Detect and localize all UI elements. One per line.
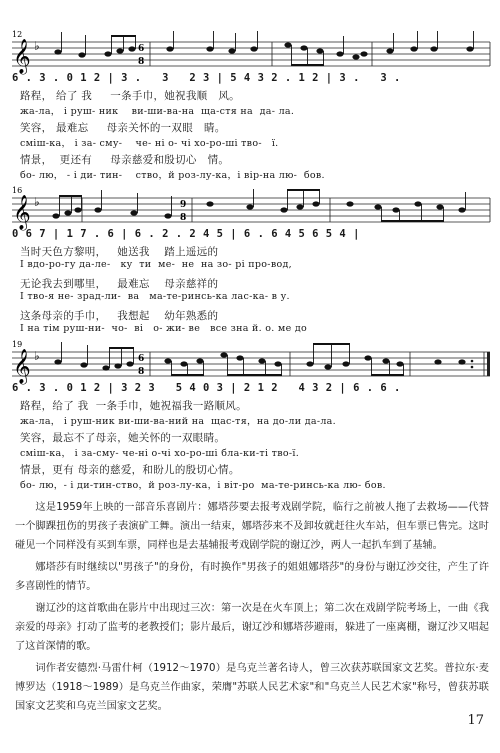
lyric-uk-3: бо- лю， - і ди- тин- ство，й роз-лу-ка，і вір-на лю- бов. <box>20 170 325 181</box>
flat-icon: ♭ <box>34 349 40 363</box>
lyric-cn-1: 当时天色方黎明， 她送我 踏上遥远的 <box>20 246 219 258</box>
lyric-cn-2: 笑容， 最难忘 母亲关怀的一双眼 睛。 <box>20 122 226 134</box>
time-sig-bottom: 8 <box>138 57 145 67</box>
lyric-cn-2: 无论我去到哪里， 最难忘 母亲慈祥的 <box>20 278 219 290</box>
lyric-cn-3: 情景，更有 母亲的慈爱，和盼儿的殷切心情。 <box>20 464 240 476</box>
lyric-uk-2: І тво-я не- зрад-ли- ва ма-те-ринсь-ка лас-ка- в у. <box>20 291 290 302</box>
music-system-2 <box>0 184 500 334</box>
lyric-cn-2: 笑容，最忘不了母亲，她关怀的一双眼睛。 <box>20 432 226 444</box>
numbered-notation: 6 . 3 . 0 1 2 | 3 2 3 5 4 0 3 | 2 1 2 4 3 2 | 6 . 6 . <box>12 382 401 394</box>
lyric-cn-1: 路程， 给了 我 一条手巾，她祝我顺 风。 <box>20 90 240 102</box>
measure-number: 19 <box>12 340 23 349</box>
lyric-uk-1: жа-ла， і руш- ник ви-ши-ва-на ща-стя на да- ла. <box>20 106 295 117</box>
lyric-uk-1: І вдо-ро-гу да-ле- ку ти ме- не на зо- рі про-вод, <box>20 259 292 270</box>
numbered-notation: 6 . 3 . 0 1 2 | 3 . 3 2 3 | 5 4 3 2 . 1 2 | 3 . 3 . <box>12 72 401 84</box>
music-system-1 <box>0 28 500 183</box>
paragraph-3: 谢辽沙的这首歌曲在影片中出现过三次：第一次是在火车顶上；第二次在戏剧学院考场上，一曲《我亲爱的母亲》打动了监考的老教授们；影片最后，谢辽沙和娜塔莎避雨，躲进了一座离棚，谢辽沙又唱起了这首深情的歌。 <box>15 603 489 652</box>
lyric-uk-1: жа-ла， і руш-ник ви-ши-ва-ний на щас-тя，на до-ли да-ла. <box>20 416 336 427</box>
numbered-notation: 0 6 7 | 1 7 . 6 | 6 . 2 . 2 4 5 | 6 . 6 4 5 6 5 4 | <box>12 228 360 240</box>
time-sig-bottom: 8 <box>138 367 145 377</box>
lyric-uk-3: бо- лю，- і ди-тин-ство，й роз-лу-ка，і віт-ро ма-те-ринсь-ка лю- бов. <box>20 480 386 491</box>
paragraph-2: 娜塔莎有时继续以"男孩子"的身份，有时换作"男孩子的姐姐娜塔莎"的身份与谢辽沙交往，产生了许多喜剧性的情节。 <box>15 562 489 592</box>
music-system-3 <box>0 338 500 490</box>
treble-clef-icon: 𝄞 <box>13 349 31 384</box>
paragraph-4: 词作者安德烈·马雷什柯（1912～1970）是乌克兰著名诗人，曾三次获苏联国家文艺奖。普拉东·麦博罗达（1918～1989）是乌克兰作曲家，荣膺"苏联人民艺术家"和"乌克兰人民艺术家"称号，曾获苏联国家文艺奖和乌克兰国家文艺奖。 <box>15 663 489 712</box>
lyric-cn-3: 这条母亲的手巾， 我想起 幼年熟悉的 <box>20 310 219 322</box>
flat-icon: ♭ <box>34 195 40 209</box>
page-number: 17 <box>467 713 484 728</box>
article-text <box>15 498 489 716</box>
time-sig-top: 6 <box>138 44 145 54</box>
treble-clef-icon: 𝄞 <box>13 195 31 230</box>
time-sig-bottom: 8 <box>180 213 187 223</box>
paragraph-1: 这是1959年上映的一部音乐喜剧片：娜塔莎要去报考戏剧学院，临行之前被人拖了去救场——代替一个脚踝扭伤的男孩子表演矿工舞。演出一结束，娜塔莎来不及卸妆就赶往火车站，但车票已售完。这时碰见一个同样没有买到车票，同样也是去基辅报考戏剧学院的谢辽沙，两人一起扒车到了基辅。 <box>15 502 489 551</box>
treble-clef-icon: 𝄞 <box>13 39 31 74</box>
measure-number: 12 <box>12 30 23 39</box>
flat-icon: ♭ <box>34 39 40 53</box>
lyric-uk-2: сміш-ка， і за-сму- че-ні о-чі хо-ро-ші бла-ки-ті тво-ї. <box>20 448 300 459</box>
time-sig-top: 6 <box>138 354 145 364</box>
lyric-cn-1: 路程，给了 我 一条手巾，她祝福我一路顺风。 <box>20 400 247 412</box>
lyric-cn-3: 情景， 更还有 母亲慈爱和殷切心 情。 <box>20 154 230 166</box>
lyric-uk-2: сміш-ка， і за- сму- че- ні о- чі хо-ро-ші тво- ї. <box>20 138 279 149</box>
lyric-uk-3: І на тім руш-ни- чо- ві о- жи- ве все зна й. о. ме до <box>20 323 308 334</box>
time-sig-top: 9 <box>180 200 187 210</box>
measure-number: 16 <box>12 186 23 195</box>
